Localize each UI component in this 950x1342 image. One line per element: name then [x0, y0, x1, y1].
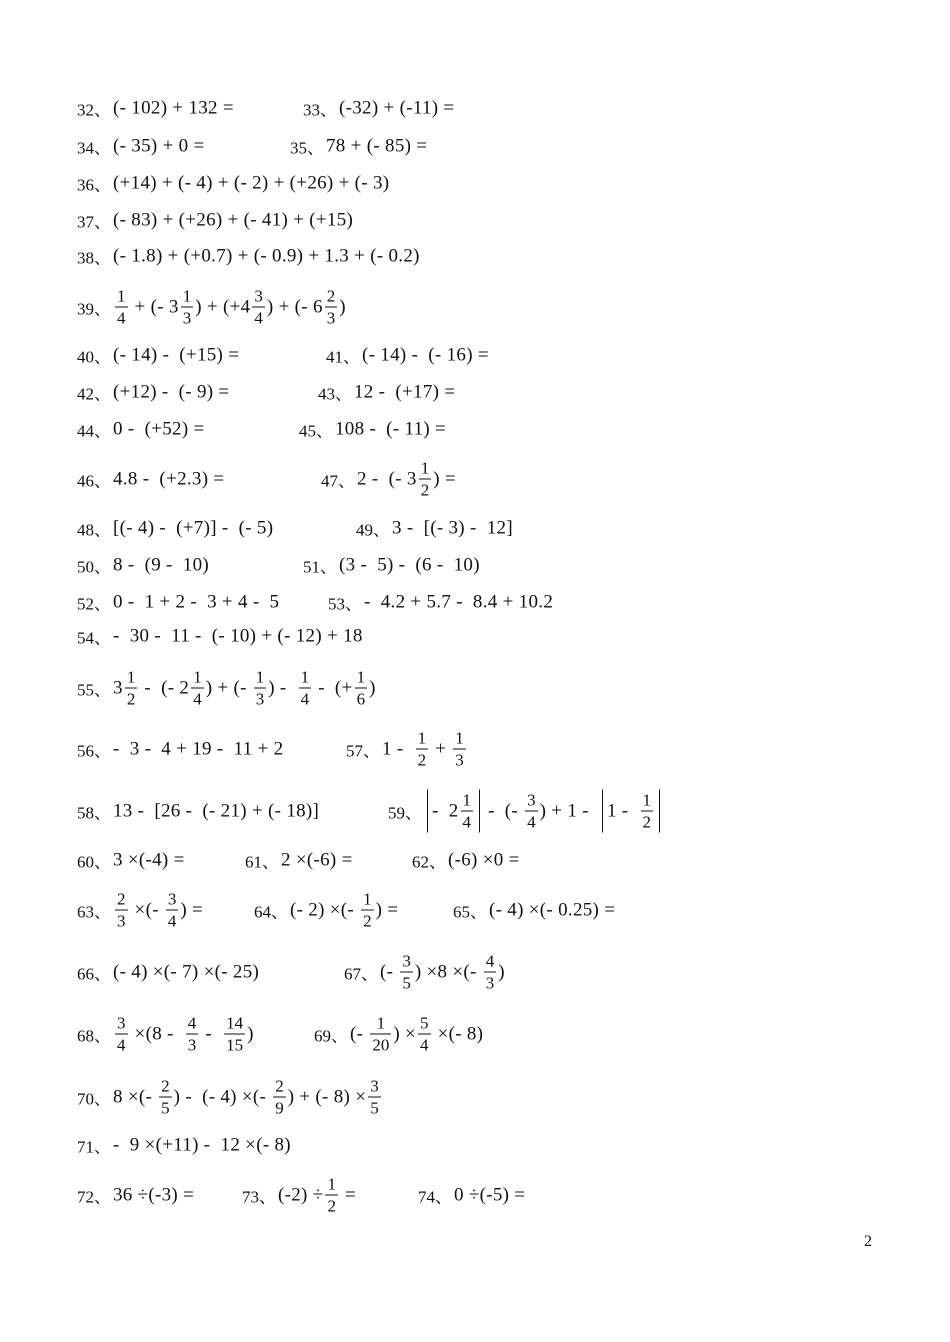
expression-text: (- 83) + (+26) + (- 41) + (+15): [113, 209, 354, 230]
problem: [77, 208, 353, 233]
problem: [242, 1176, 356, 1215]
numerator: 1: [455, 728, 464, 748]
problem: [77, 417, 205, 442]
problem: [77, 1183, 194, 1208]
expression-text: (- 2) ×(-: [290, 899, 360, 920]
denominator: 2: [642, 812, 652, 832]
expression-text: + (- 3: [129, 296, 179, 317]
numerator: 1: [363, 889, 372, 909]
expression-text: 3 - [(- 3) - 12]: [392, 517, 513, 538]
fraction: [368, 1078, 381, 1117]
fraction: [418, 1015, 431, 1054]
denominator: 4: [254, 308, 263, 328]
problem: [77, 799, 319, 824]
expression-text: ) + 1 -: [539, 800, 599, 821]
fraction: [453, 730, 466, 769]
problem-number: 35、: [290, 138, 324, 158]
expression-text: 8 ×(-: [113, 1086, 158, 1107]
numerator: 1: [193, 667, 202, 687]
expression-text: 3: [113, 677, 123, 698]
fraction: [252, 288, 265, 327]
page-number: 2: [864, 1233, 872, 1250]
expression-text: 1 -: [606, 800, 639, 821]
denominator: 2: [420, 480, 430, 500]
fraction: [115, 1015, 128, 1054]
problem: [344, 953, 505, 992]
denominator: 3: [117, 911, 126, 931]
denominator: 2: [126, 689, 136, 709]
numerator: 3: [402, 951, 411, 971]
expression-text: (- 35) + 0 =: [113, 135, 205, 156]
problem-number: 42、: [77, 384, 111, 404]
problem: [303, 553, 480, 578]
fraction: [186, 1015, 199, 1054]
expression-text: (-: [380, 961, 399, 982]
numerator: 3: [370, 1076, 379, 1096]
expression-text: ×(-: [129, 899, 164, 920]
fraction: [641, 792, 654, 831]
problem-number: 44、: [77, 421, 111, 441]
denominator: 4: [193, 689, 202, 709]
expression-text: - 9 ×(+11) - 12 ×(- 8): [113, 1134, 291, 1155]
problem-number: 68、: [77, 1026, 111, 1046]
fraction: [355, 669, 368, 708]
problem: [77, 960, 259, 985]
numerator: 1: [376, 1013, 386, 1033]
problem: [77, 669, 376, 708]
problem-number: 57、: [346, 741, 380, 761]
problem-number: 56、: [77, 741, 111, 761]
problem: [77, 467, 224, 492]
fraction: [125, 669, 138, 708]
numerator: 3: [117, 1013, 126, 1033]
denominator: 2: [327, 1196, 336, 1216]
problem-number: 41、: [326, 347, 360, 367]
problem: [418, 1183, 525, 1208]
problem-number: 52、: [77, 594, 111, 614]
denominator: 4: [300, 689, 310, 709]
denominator: 5: [402, 973, 411, 993]
expression-text: ) - (- 4) ×(-: [173, 1086, 272, 1107]
problem: [453, 898, 615, 923]
problem: [328, 590, 553, 615]
problem: [77, 1015, 254, 1054]
expression-text: - (+: [313, 677, 353, 698]
numerator: 3: [167, 889, 177, 909]
problem-number: 61、: [245, 852, 279, 872]
fraction: [461, 792, 474, 831]
expression-text: (+12) - (- 9) =: [113, 381, 230, 402]
numerator: 3: [527, 790, 536, 810]
expression-text: - (- 2: [139, 677, 190, 698]
problem: [299, 417, 446, 442]
expression-text: ×(- 8): [432, 1023, 484, 1044]
expression-text: - 2: [432, 800, 459, 821]
expression-text: (-: [350, 1023, 369, 1044]
fraction: [224, 1015, 245, 1054]
expression-text: ): [247, 1023, 254, 1044]
expression-text: ): [498, 961, 505, 982]
fraction: [325, 288, 338, 327]
problem-number: 38、: [77, 248, 111, 268]
numerator: 2: [117, 889, 126, 909]
problem-number: 39、: [77, 299, 111, 319]
problem-number: 58、: [77, 803, 111, 823]
numerator: 4: [485, 951, 495, 971]
problem: [290, 134, 427, 159]
problem: [356, 516, 513, 541]
fraction: [181, 288, 194, 327]
problem-number: 54、: [77, 628, 111, 648]
problem: [77, 1133, 291, 1158]
numerator: 1: [327, 1174, 336, 1194]
problem: [77, 134, 205, 159]
expression-text: -: [200, 1023, 223, 1044]
denominator: 5: [370, 1098, 379, 1118]
problem-number: 36、: [77, 175, 111, 195]
problem-number: 43、: [318, 384, 352, 404]
problem: [77, 553, 209, 578]
numerator: 14: [226, 1013, 244, 1033]
numerator: 1: [462, 790, 472, 810]
problem-number: 32、: [77, 100, 111, 120]
denominator: 3: [485, 973, 495, 993]
absolute-value: [602, 790, 660, 833]
problem-number: 65、: [453, 902, 487, 922]
expression-text: (-6) ×0 =: [448, 849, 520, 870]
problem-number: 49、: [356, 520, 390, 540]
expression-text: (- 14) - (- 16) =: [362, 344, 489, 365]
expression-text: (- 4) ×(- 0.25) =: [489, 899, 616, 920]
problem-number: 66、: [77, 964, 111, 984]
expression-text: 108 - (- 11) =: [335, 418, 447, 439]
expression-text: [(- 4) - (+7)] - (- 5): [113, 517, 274, 538]
fraction: [166, 891, 179, 930]
fraction: [254, 669, 267, 708]
expression-text: ) =: [375, 899, 399, 920]
expression-text: (3 - 5) - (6 - 10): [339, 554, 480, 575]
problem-number: 70、: [77, 1089, 111, 1109]
expression-text: 36 ÷(-3) =: [113, 1184, 195, 1205]
fraction: [299, 669, 312, 708]
expression-text: 3 ×(-4) =: [113, 849, 185, 870]
numerator: 2: [161, 1076, 170, 1096]
denominator: 4: [117, 1035, 126, 1055]
fraction: [115, 891, 128, 930]
expression-text: - 3 - 4 + 19 - 11 + 2: [113, 738, 284, 759]
denominator: 4: [527, 812, 536, 832]
denominator: 6: [356, 689, 366, 709]
expression-text: ) ×8 ×(-: [414, 961, 482, 982]
problem-number: 47、: [321, 471, 355, 491]
problem: [254, 891, 398, 930]
expression-text: 78 + (- 85) =: [326, 135, 428, 156]
expression-text: (- 1.8) + (+0.7) + (- 0.9) + 1.3 + (- 0.2): [113, 245, 420, 266]
problem-number: 48、: [77, 520, 111, 540]
problem: [412, 848, 520, 873]
problem: [77, 848, 185, 873]
numerator: 1: [356, 667, 366, 687]
fraction: [115, 288, 128, 327]
expression-text: ×(8 -: [129, 1023, 184, 1044]
problem: [303, 96, 454, 121]
problem-number: 53、: [328, 594, 362, 614]
numerator: 1: [300, 667, 310, 687]
expression-text: 8 - (9 - 10): [113, 554, 210, 575]
numerator: 1: [255, 667, 265, 687]
problem-number: 72、: [77, 1187, 111, 1207]
expression-text: ) =: [180, 899, 204, 920]
problem: [388, 790, 663, 833]
denominator: 5: [161, 1098, 170, 1118]
expression-text: (- 14) - (+15) =: [113, 344, 240, 365]
numerator: 1: [420, 458, 430, 478]
expression-text: ) -: [268, 677, 297, 698]
fraction: [370, 1015, 391, 1054]
problem: [245, 848, 353, 873]
expression-text: (- 4) ×(- 7) ×(- 25): [113, 961, 260, 982]
numerator: 1: [182, 286, 192, 306]
expression-text: 0 - (+52) =: [113, 418, 205, 439]
expression-text: 4.8 - (+2.3) =: [113, 468, 225, 489]
expression-text: 1 -: [382, 738, 414, 759]
problem: [314, 1015, 483, 1054]
problem-number: 55、: [77, 680, 111, 700]
problem: [77, 96, 234, 121]
fraction: [419, 460, 432, 499]
problem-number: 50、: [77, 557, 111, 577]
expression-text: 0 - 1 + 2 - 3 + 4 - 5: [113, 591, 280, 612]
problem: [77, 624, 363, 649]
expression-text: 12 - (+17) =: [354, 381, 456, 402]
problem: [77, 343, 239, 368]
numerator: 4: [187, 1013, 197, 1033]
expression-text: ) + (+4: [195, 296, 251, 317]
problem-number: 71、: [77, 1137, 111, 1157]
expression-text: (+14) + (- 4) + (- 2) + (+26) + (- 3): [113, 172, 390, 193]
denominator: 3: [455, 750, 464, 770]
problem: [346, 730, 468, 769]
denominator: 4: [117, 308, 126, 328]
denominator: 3: [182, 308, 192, 328]
problem-number: 34、: [77, 138, 111, 158]
problem: [77, 1078, 383, 1117]
expression-text: ): [339, 296, 346, 317]
problem-number: 73、: [242, 1187, 276, 1207]
fraction: [400, 953, 413, 992]
expression-text: +: [430, 738, 452, 759]
numerator: 1: [117, 286, 126, 306]
expression-text: - (-: [483, 800, 524, 821]
expression-text: ) + (-: [205, 677, 252, 698]
denominator: 4: [420, 1035, 429, 1055]
expression-text: - 30 - 11 - (- 10) + (- 12) + 18: [113, 625, 363, 646]
expression-text: 2 ×(-6) =: [281, 849, 353, 870]
expression-text: ) ×: [393, 1023, 417, 1044]
numerator: 5: [420, 1013, 429, 1033]
fraction: [191, 669, 204, 708]
denominator: 20: [372, 1035, 390, 1055]
problem-number: 63、: [77, 902, 111, 922]
denominator: 2: [363, 911, 372, 931]
expression-text: =: [339, 1184, 357, 1205]
problem: [321, 460, 456, 499]
fraction: [484, 953, 497, 992]
problem: [77, 516, 273, 541]
fraction: [525, 792, 538, 831]
expression-text: (-32) + (-11) =: [339, 97, 455, 118]
problem: [77, 891, 203, 930]
numerator: 2: [326, 286, 336, 306]
expression-text: ) + (- 8) ×: [287, 1086, 367, 1107]
problem: [77, 590, 279, 615]
denominator: 15: [226, 1035, 244, 1055]
problem-number: 67、: [344, 964, 378, 984]
fraction: [325, 1176, 338, 1215]
problem-number: 62、: [412, 852, 446, 872]
problem-number: 33、: [303, 100, 337, 120]
absolute-value: [427, 790, 480, 833]
expression-text: 13 - [26 - (- 21) + (- 18)]: [113, 800, 320, 821]
problem-number: 51、: [303, 557, 337, 577]
numerator: 1: [126, 667, 136, 687]
numerator: 2: [275, 1076, 284, 1096]
problem-number: 64、: [254, 902, 288, 922]
fraction: [416, 730, 429, 769]
expression-text: ): [369, 677, 376, 698]
problem: [77, 288, 346, 327]
expression-text: ) =: [433, 468, 456, 489]
problem: [326, 343, 489, 368]
denominator: 3: [255, 689, 265, 709]
denominator: 4: [167, 911, 177, 931]
expression-text: 2 - (- 3: [357, 468, 417, 489]
denominator: 3: [326, 308, 336, 328]
problem: [77, 244, 420, 269]
problem: [318, 380, 455, 405]
problem-number: 69、: [314, 1026, 348, 1046]
problem-number: 37、: [77, 212, 111, 232]
fraction: [361, 891, 374, 930]
expression-text: (-2) ÷: [278, 1184, 324, 1205]
denominator: 4: [462, 812, 472, 832]
fraction: [159, 1078, 172, 1117]
denominator: 3: [187, 1035, 197, 1055]
fraction: [273, 1078, 286, 1117]
expression-text: ) + (- 6: [266, 296, 323, 317]
expression-text: (- 102) + 132 =: [113, 97, 234, 118]
problem-number: 60、: [77, 852, 111, 872]
problem-number: 45、: [299, 421, 333, 441]
problem-number: 46、: [77, 471, 111, 491]
problem-number: 40、: [77, 347, 111, 367]
problem: [77, 171, 389, 196]
expression-text: 0 ÷(-5) =: [454, 1184, 526, 1205]
numerator: 1: [417, 728, 427, 748]
denominator: 9: [275, 1098, 284, 1118]
problem-number: 74、: [418, 1187, 452, 1207]
problem: [77, 737, 283, 762]
expression-text: - 4.2 + 5.7 - 8.4 + 10.2: [364, 591, 554, 612]
problem-number: 59、: [388, 803, 422, 823]
numerator: 3: [254, 286, 263, 306]
denominator: 2: [417, 750, 427, 770]
problem: [77, 380, 229, 405]
numerator: 1: [642, 790, 652, 810]
